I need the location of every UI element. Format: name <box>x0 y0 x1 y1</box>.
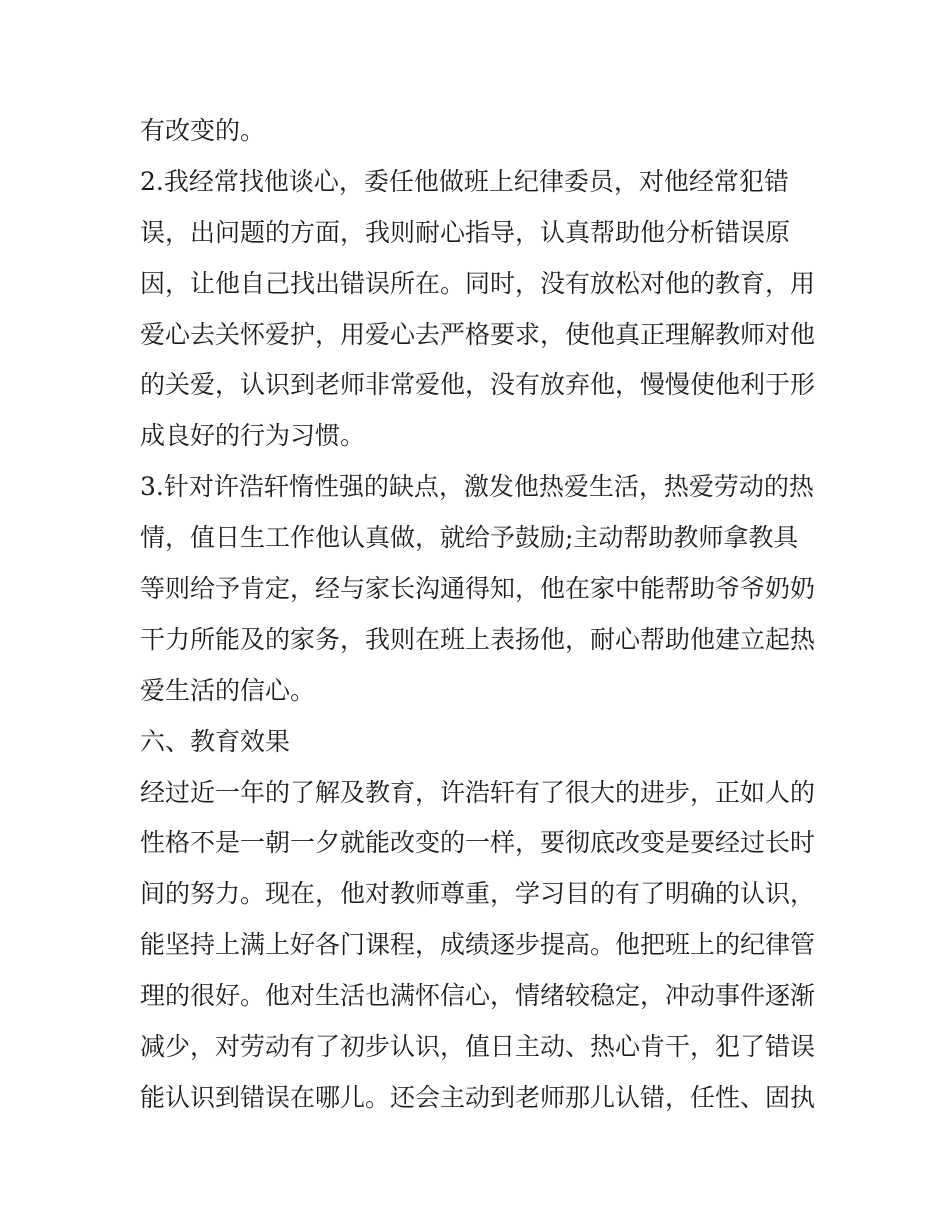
text-line: 性格不是一朝一夕就能改变的一样，要彻底改变是要经过长时 <box>140 828 816 858</box>
text-line: 因，让他自己找出错误所在。同时，没有放松对他的教育，用 <box>140 268 816 298</box>
text-line: 能认识到错误在哪儿。还会主动到老师那儿认错，任性、固执 <box>140 1082 816 1112</box>
body-text <box>140 106 820 1124</box>
text-line: 的关爱，认识到老师非常爱他，没有放弃他，慢慢使他利于形 <box>140 370 816 400</box>
text-line: 减少，对劳动有了初步认识，值日主动、热心肯干，犯了错误 <box>140 1032 816 1062</box>
text-line: 能坚持上满上好各门课程，成绩逐步提高。他把班上的纪律管 <box>140 930 816 960</box>
text-line: 爱心去关怀爱护，用爱心去严格要求，使他真正理解教师对他 <box>140 319 816 349</box>
text-line: 3.针对许浩轩惰性强的缺点，激发他热爱生活，热爱劳动的热 <box>140 472 814 502</box>
section-heading: 六、教育效果 <box>140 726 291 756</box>
text-line: 误，出问题的方面，我则耐心指导，认真帮助他分析错误原 <box>140 217 791 247</box>
text-line: 理的很好。他对生活也满怀信心，情绪较稳定，冲动事件逐渐 <box>140 981 816 1011</box>
text-line: 间的努力。现在，他对教师尊重，学习目的有了明确的认识， <box>140 879 816 909</box>
text-line: 等则给予肯定，经与家长沟通得知，他在家中能帮助爷爷奶奶 <box>140 574 816 604</box>
text-line: 成良好的行为习惯。 <box>140 421 366 451</box>
text-line: 爱生活的信心。 <box>140 675 316 705</box>
text-line: 干力所能及的家务，我则在班上表扬他，耐心帮助他建立起热 <box>140 624 816 654</box>
text-line: 2.我经常找他谈心，委任他做班上纪律委员，对他经常犯错 <box>140 166 789 196</box>
text-line: 有改变的。 <box>140 116 266 145</box>
text-line: 情，值日生工作他认真做，就给予鼓励;主动帮助教师拿教具 <box>140 523 799 553</box>
text-line: 经过近一年的了解及教育，许浩轩有了很大的进步，正如人的 <box>140 777 816 807</box>
